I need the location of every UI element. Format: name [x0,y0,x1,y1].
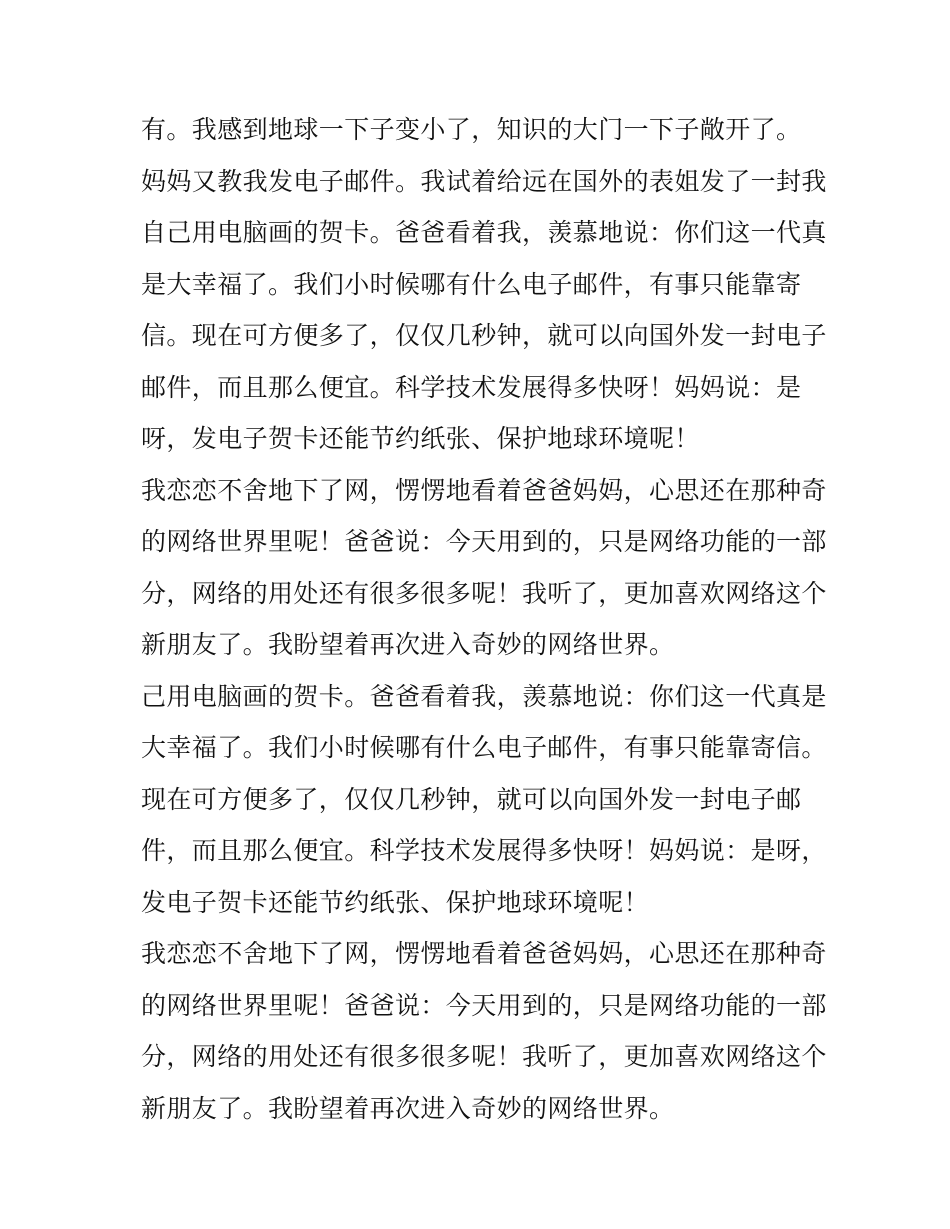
text-line-8: 我恋恋不舍地下了网，愣愣地看着爸爸妈妈，心思还在那种奇 [141,475,827,505]
text-line-11: 新朋友了。我盼望着再次进入奇妙的网络世界。 [141,630,675,659]
text-line-15: 件，而且那么便宜。科学技术发展得多快呀！妈妈说：是呀， [141,836,827,865]
text-line-1: 有。我感到地球一下子变小了，知识的大门一下子敞开了。 [141,115,802,144]
text-line-16: 发电子贺卡还能节约纸张、保护地球环境呢！ [141,887,650,917]
text-line-18: 的网络世界里呢！爸爸说：今天用到的，只是网络功能的一部 [141,990,827,1020]
text-line-19: 分，网络的用处还有很多很多呢！我听了，更加喜欢网络这个 [141,1042,827,1071]
text-line-4: 是大幸福了。我们小时候哪有什么电子邮件，有事只能靠寄 [141,269,802,299]
text-line-7: 呀，发电子贺卡还能节约纸张、保护地球环境呢！ [141,424,700,453]
text-line-6: 邮件，而且那么便宜。科学技术发展得多快呀！妈妈说：是 [141,372,802,402]
text-line-10: 分，网络的用处还有很多很多呢！我听了，更加喜欢网络这个 [141,578,827,608]
text-line-12: 己用电脑画的贺卡。爸爸看着我，羡慕地说：你们这一代真是 [141,681,827,711]
text-line-2: 妈妈又教我发电子邮件。我试着给远在国外的表姐发了一封我 [141,166,827,196]
text-line-9: 的网络世界里呢！爸爸说：今天用到的，只是网络功能的一部 [141,527,827,556]
text-line-17: 我恋恋不舍地下了网，愣愣地看着爸爸妈妈，心思还在那种奇 [141,939,827,968]
text-line-13: 大幸福了。我们小时候哪有什么电子邮件，有事只能靠寄信。 [141,733,827,762]
text-line-3: 自己用电脑画的贺卡。爸爸看着我，羡慕地说：你们这一代真 [141,218,827,247]
text-line-5: 信。现在可方便多了，仅仅几秒钟，就可以向国外发一封电子 [141,321,827,350]
text-line-14: 现在可方便多了，仅仅几秒钟，就可以向国外发一封电子邮 [141,784,802,814]
text-line-20: 新朋友了。我盼望着再次进入奇妙的网络世界。 [141,1093,675,1123]
body-text [141,104,827,1134]
